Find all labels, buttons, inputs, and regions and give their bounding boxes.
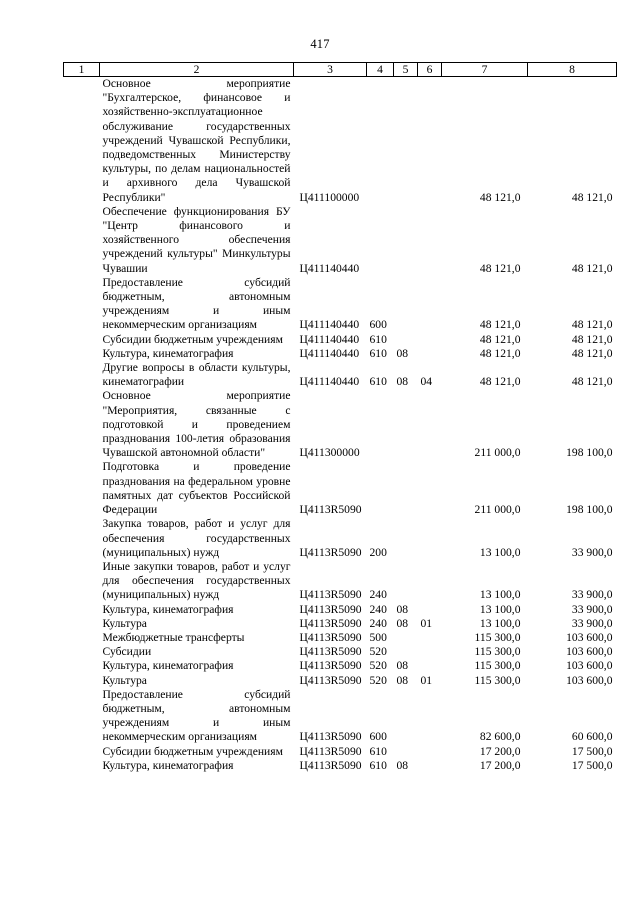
cell-amount-col8: 48 121,0 — [571, 375, 613, 389]
cell-col-1 — [64, 77, 100, 205]
cell-amount-col7: 17 200,0 — [479, 744, 521, 758]
cell-name: Культура, кинематография — [102, 602, 234, 616]
cell-amount-col7: 17 200,0 — [479, 758, 521, 772]
cell-amount-col8: 48 121,0 — [571, 318, 613, 332]
header-col-4: 4 — [367, 63, 394, 77]
table-row — [64, 688, 617, 745]
cell-amount-col7: 48 121,0 — [479, 332, 521, 346]
cell-name: Другие вопросы в области культуры, кинематографии — [102, 361, 291, 389]
cell-subsection — [418, 347, 442, 361]
cell-subsection: 01 — [420, 673, 433, 687]
cell-amount-col8: 33 900,0 — [571, 588, 613, 602]
cell-amount-col7: 48 121,0 — [479, 318, 521, 332]
header-col-8: 8 — [528, 63, 617, 77]
cell-section: 08 — [396, 602, 409, 616]
cell-subsection — [418, 389, 442, 460]
cell-target-code: Ц4113R5090 — [299, 630, 362, 644]
cell-expense-type: 240 — [369, 616, 387, 630]
page-number: 417 — [310, 37, 330, 51]
cell-target-code: Ц4113R5090 — [299, 545, 362, 559]
header-col-7: 7 — [442, 63, 528, 77]
cell-subsection — [418, 603, 442, 617]
table-row — [64, 361, 617, 389]
cell-col-1 — [64, 645, 100, 659]
cell-expense-type: 200 — [369, 545, 387, 559]
cell-name: Подготовка и проведение празднования на федеральном уровне памятных дат субъектов Российской Федерации — [102, 460, 291, 517]
cell-subsection — [418, 759, 442, 773]
cell-name: Иные закупки товаров, работ и услуг для обеспечения государственных (муниципальных) нужд — [102, 559, 291, 602]
cell-amount-col8: 48 121,0 — [571, 346, 613, 360]
cell-expense-type: 500 — [369, 630, 387, 644]
cell-expense-type — [367, 389, 394, 460]
cell-subsection — [418, 631, 442, 645]
cell-amount-col7: 48 121,0 — [479, 190, 521, 204]
header-col-6: 6 — [418, 63, 442, 77]
cell-amount-col8: 103 600,0 — [566, 659, 613, 673]
cell-amount-col8: 198 100,0 — [566, 446, 613, 460]
table-row — [64, 674, 617, 688]
cell-expense-type: 240 — [369, 588, 387, 602]
cell-target-code: Ц4113R5090 — [299, 673, 362, 687]
cell-name: Культура, кинематография — [102, 346, 234, 360]
cell-expense-type: 600 — [369, 318, 387, 332]
cell-col-1 — [64, 745, 100, 759]
cell-subsection: 01 — [420, 616, 433, 630]
cell-amount-col7: 48 121,0 — [479, 346, 521, 360]
cell-section — [394, 389, 418, 460]
cell-target-code: Ц4113R5090 — [299, 616, 362, 630]
cell-expense-type: 520 — [369, 673, 387, 687]
cell-subsection — [418, 659, 442, 673]
table-row — [64, 617, 617, 631]
cell-name: Предоставление субсидий бюджетным, автономным учреждениям и иным некоммерческим организациям — [102, 275, 291, 332]
cell-target-code: Ц4113R5090 — [299, 730, 362, 744]
cell-col-1 — [64, 617, 100, 631]
cell-amount-col8: 33 900,0 — [571, 602, 613, 616]
cell-section — [394, 645, 418, 659]
table-row — [64, 745, 617, 759]
cell-section — [394, 745, 418, 759]
cell-amount-col7: 48 121,0 — [479, 375, 521, 389]
cell-target-code: Ц4113R5090 — [299, 602, 362, 616]
cell-section: 08 — [396, 758, 409, 772]
cell-subsection — [418, 276, 442, 333]
cell-col-1 — [64, 460, 100, 517]
table-row — [64, 77, 617, 205]
cell-amount-col8: 103 600,0 — [566, 645, 613, 659]
cell-section: 08 — [396, 673, 409, 687]
cell-amount-col8: 33 900,0 — [571, 616, 613, 630]
cell-target-code: Ц4113R5090 — [299, 758, 362, 772]
header-col-2: 2 — [100, 63, 294, 77]
table-header-row — [64, 63, 617, 77]
cell-col-1 — [64, 674, 100, 688]
cell-name: Субсидии бюджетным учреждениям — [102, 332, 283, 346]
cell-col-1 — [64, 205, 100, 276]
cell-amount-col7: 13 100,0 — [479, 545, 521, 559]
table-row — [64, 389, 617, 460]
table-row — [64, 759, 617, 773]
cell-subsection: 04 — [420, 375, 433, 389]
cell-amount-col8: 103 600,0 — [566, 630, 613, 644]
table-row — [64, 517, 617, 560]
cell-subsection — [418, 560, 442, 603]
cell-target-code: Ц411140440 — [299, 318, 360, 332]
cell-subsection — [418, 77, 442, 205]
cell-amount-col7: 115 300,0 — [474, 659, 521, 673]
cell-target-code: Ц411300000 — [299, 446, 360, 460]
table-row — [64, 205, 617, 276]
cell-expense-type: 610 — [369, 346, 387, 360]
cell-amount-col8: 198 100,0 — [566, 503, 613, 517]
cell-name: Предоставление субсидий бюджетным, автономным учреждениям и иным некоммерческим организациям — [102, 687, 291, 744]
table-row — [64, 603, 617, 617]
cell-section — [394, 205, 418, 276]
cell-amount-col7: 48 121,0 — [479, 261, 521, 275]
cell-section: 08 — [396, 375, 409, 389]
cell-target-code: Ц4113R5090 — [299, 659, 362, 673]
cell-amount-col7: 211 000,0 — [474, 446, 521, 460]
cell-subsection — [418, 205, 442, 276]
cell-name: Культура, кинематография — [102, 758, 234, 772]
cell-expense-type: 520 — [369, 659, 387, 673]
cell-amount-col7: 115 300,0 — [474, 645, 521, 659]
cell-target-code: Ц4113R5090 — [299, 503, 362, 517]
table-row — [64, 631, 617, 645]
cell-section — [394, 631, 418, 645]
cell-name: Основное мероприятие "Бухгалтерское, финансовое и хозяйственно-эксплуатационное обслуживание государственных учреждений Чувашской Республики, подведомственных Министерству культуры, по делам национальностей и архивного дела Чувашской Республики" — [102, 77, 291, 204]
cell-name: Культура, кинематография — [102, 659, 234, 673]
cell-col-1 — [64, 603, 100, 617]
cell-name: Субсидии бюджетным учреждениям — [102, 744, 283, 758]
header-col-3: 3 — [294, 63, 367, 77]
cell-target-code: Ц4113R5090 — [299, 744, 362, 758]
cell-section: 08 — [396, 659, 409, 673]
table-row — [64, 333, 617, 347]
cell-amount-col8: 17 500,0 — [571, 744, 613, 758]
table-body — [64, 77, 617, 773]
cell-target-code: Ц411140440 — [299, 261, 360, 275]
cell-section — [394, 276, 418, 333]
cell-col-1 — [64, 560, 100, 603]
cell-name: Межбюджетные трансферты — [102, 630, 245, 644]
cell-name: Закупка товаров, работ и услуг для обеспечения государственных (муниципальных) нужд — [102, 517, 291, 559]
cell-amount-col7: 211 000,0 — [474, 503, 521, 517]
cell-name: Культура — [102, 673, 147, 687]
cell-expense-type: 610 — [369, 375, 387, 389]
cell-name: Основное мероприятие "Мероприятия, связанные с подготовкой и проведением празднования 100-летия образования Чувашской автономной области" — [102, 389, 291, 460]
cell-expense-type: 610 — [369, 744, 387, 758]
cell-subsection — [418, 645, 442, 659]
cell-subsection — [418, 333, 442, 347]
cell-expense-type — [367, 205, 394, 276]
cell-amount-col8: 48 121,0 — [571, 190, 613, 204]
cell-amount-col8: 48 121,0 — [571, 261, 613, 275]
table-row — [64, 460, 617, 517]
cell-expense-type: 520 — [369, 645, 387, 659]
header-col-1: 1 — [64, 63, 100, 77]
cell-amount-col7: 82 600,0 — [479, 730, 521, 744]
cell-expense-type: 240 — [369, 602, 387, 616]
cell-col-1 — [64, 389, 100, 460]
budget-table — [63, 62, 617, 773]
cell-col-1 — [64, 517, 100, 560]
cell-section — [394, 688, 418, 745]
cell-section: 08 — [396, 616, 409, 630]
cell-expense-type — [367, 77, 394, 205]
cell-col-1 — [64, 659, 100, 673]
cell-section — [394, 517, 418, 560]
cell-expense-type: 600 — [369, 730, 387, 744]
table-row — [64, 560, 617, 603]
cell-subsection — [418, 745, 442, 759]
cell-col-1 — [64, 347, 100, 361]
table-row — [64, 659, 617, 673]
cell-expense-type — [367, 460, 394, 517]
cell-target-code: Ц411140440 — [299, 375, 360, 389]
header-col-5: 5 — [394, 63, 418, 77]
cell-amount-col7: 13 100,0 — [479, 602, 521, 616]
table-row — [64, 645, 617, 659]
cell-section — [394, 77, 418, 205]
cell-expense-type: 610 — [369, 332, 387, 346]
cell-col-1 — [64, 361, 100, 389]
cell-col-1 — [64, 276, 100, 333]
cell-expense-type: 610 — [369, 758, 387, 772]
table-row — [64, 276, 617, 333]
cell-amount-col7: 115 300,0 — [474, 630, 521, 644]
table-row — [64, 347, 617, 361]
cell-name: Субсидии — [102, 645, 152, 659]
cell-amount-col8: 103 600,0 — [566, 673, 613, 687]
cell-target-code: Ц411140440 — [299, 346, 360, 360]
cell-amount-col7: 13 100,0 — [479, 588, 521, 602]
cell-amount-col8: 60 600,0 — [571, 730, 613, 744]
cell-col-1 — [64, 631, 100, 645]
cell-subsection — [418, 688, 442, 745]
cell-subsection — [418, 460, 442, 517]
cell-section: 08 — [396, 346, 409, 360]
cell-amount-col8: 48 121,0 — [571, 332, 613, 346]
cell-target-code: Ц4113R5090 — [299, 588, 362, 602]
cell-col-1 — [64, 333, 100, 347]
cell-section — [394, 460, 418, 517]
cell-col-1 — [64, 759, 100, 773]
cell-amount-col8: 33 900,0 — [571, 545, 613, 559]
cell-section — [394, 333, 418, 347]
cell-name: Культура — [102, 616, 147, 630]
cell-amount-col8: 17 500,0 — [571, 758, 613, 772]
cell-target-code: Ц411140440 — [299, 332, 360, 346]
cell-target-code: Ц4113R5090 — [299, 645, 362, 659]
cell-amount-col7: 115 300,0 — [474, 673, 521, 687]
cell-amount-col7: 13 100,0 — [479, 616, 521, 630]
cell-section — [394, 560, 418, 603]
cell-subsection — [418, 517, 442, 560]
cell-col-1 — [64, 688, 100, 745]
cell-target-code: Ц411100000 — [299, 190, 360, 204]
cell-name: Обеспечение функционирования БУ "Центр финансового и хозяйственного обеспечения учреждений культуры" Минкультуры Чувашии — [102, 204, 291, 275]
